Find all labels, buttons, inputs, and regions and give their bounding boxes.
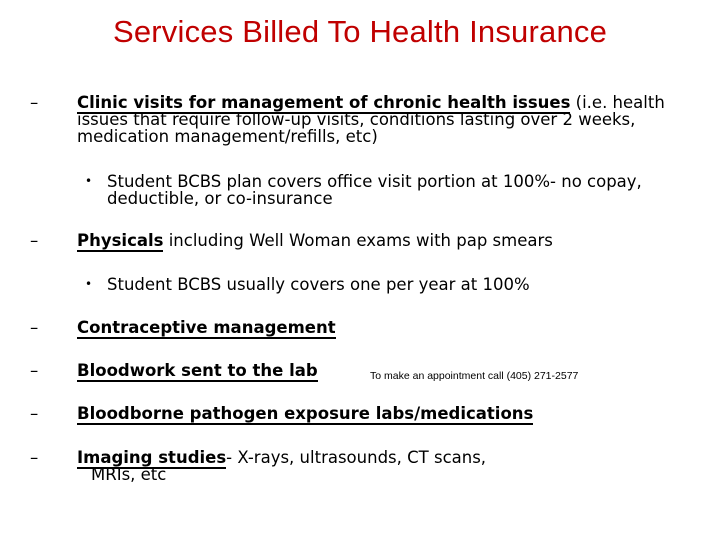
dash-bullet: – bbox=[30, 231, 39, 250]
item-heading: Bloodborne pathogen exposure labs/medications bbox=[77, 404, 534, 423]
dash-bullet: – bbox=[30, 93, 39, 112]
sub-item-text: Student BCBS usually covers one per year at 100% bbox=[107, 275, 530, 294]
bullet-icon: • bbox=[85, 277, 93, 291]
dash-bullet: – bbox=[30, 361, 39, 380]
item-detail: - X-rays, ultrasounds, CT scans, bbox=[226, 448, 487, 467]
item-detail: (i.e. health issues that require follow-up visits, conditions lasting over 2 weeks, medication management/refills, etc) bbox=[77, 93, 665, 146]
dash-bullet: – bbox=[30, 318, 39, 337]
item-detail-continued: MRIs, etc bbox=[91, 465, 167, 484]
item-heading: Clinic visits for management of chronic health issues bbox=[77, 93, 571, 112]
item-heading: Contraceptive management bbox=[77, 318, 336, 337]
appointment-note: To make an appointment call (405) 271-2577 bbox=[370, 370, 579, 382]
page-title: Services Billed To Health Insurance bbox=[112, 14, 608, 49]
item-heading: Imaging studies bbox=[77, 448, 227, 467]
item-heading: Bloodwork sent to the lab bbox=[77, 361, 318, 380]
item-heading: Physicals bbox=[77, 231, 164, 250]
sub-item-text: Student BCBS plan covers office visit portion at 100%- no copay, deductible, or co-insurance bbox=[107, 172, 642, 208]
dash-bullet: – bbox=[30, 404, 39, 423]
item-detail: including Well Woman exams with pap smears bbox=[163, 231, 553, 250]
dash-bullet: – bbox=[30, 448, 39, 467]
bullet-icon: • bbox=[85, 174, 93, 188]
